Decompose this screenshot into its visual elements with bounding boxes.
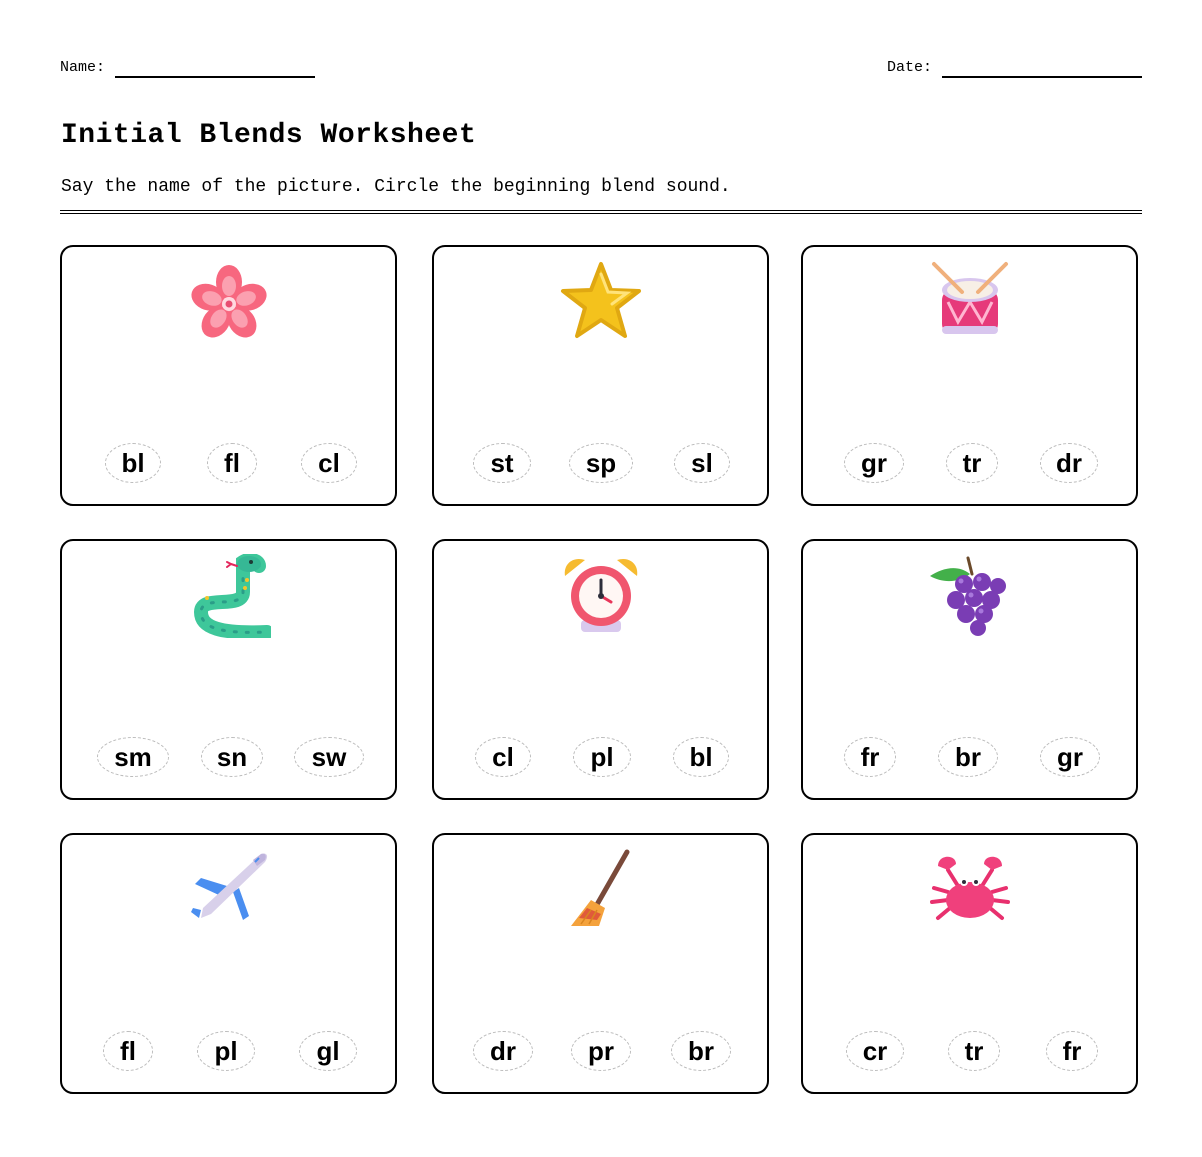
date-field[interactable] [887, 58, 1142, 78]
blend-option[interactable]: pl [573, 737, 631, 777]
blend-option[interactable]: bl [105, 443, 161, 483]
card-1 [60, 245, 397, 506]
blend-option[interactable]: cr [846, 1031, 904, 1071]
blend-option[interactable]: cl [301, 443, 357, 483]
blend-option[interactable]: dr [473, 1031, 533, 1071]
blend-option[interactable]: st [473, 443, 531, 483]
worksheet-title: Initial Blends Worksheet [61, 120, 477, 151]
blend-options [62, 443, 395, 489]
card-9 [801, 833, 1138, 1094]
blend-option[interactable]: sm [97, 737, 169, 777]
blend-option[interactable]: sp [569, 443, 633, 483]
blend-option[interactable]: cl [475, 737, 531, 777]
star-icon [559, 260, 643, 344]
blend-option[interactable]: gr [1040, 737, 1100, 777]
blend-options [62, 737, 395, 783]
blend-option[interactable]: sl [674, 443, 730, 483]
double-rule-divider [60, 210, 1142, 214]
blend-option[interactable]: br [671, 1031, 731, 1071]
name-line[interactable] [115, 62, 315, 78]
card-5 [432, 539, 769, 800]
drum-icon [928, 260, 1012, 344]
header-row [60, 58, 1142, 78]
blend-option[interactable]: br [938, 737, 998, 777]
card-3 [801, 245, 1138, 506]
card-4 [60, 539, 397, 800]
name-label: Name: [60, 59, 106, 76]
date-label: Date: [886, 59, 932, 76]
blend-option[interactable]: tr [946, 443, 998, 483]
blend-option[interactable]: fl [103, 1031, 153, 1071]
blend-options [62, 1031, 395, 1077]
blend-options [803, 1031, 1136, 1077]
instructions: Say the name of the picture. Circle the beginning blend sound. [61, 177, 731, 197]
blend-option[interactable]: gr [844, 443, 904, 483]
blend-option[interactable]: fr [1046, 1031, 1098, 1071]
airplane-icon [187, 848, 271, 932]
blend-option[interactable]: dr [1040, 443, 1098, 483]
blend-options [434, 737, 767, 783]
date-line[interactable] [942, 62, 1142, 78]
blend-option[interactable]: sw [294, 737, 364, 777]
card-6 [801, 539, 1138, 800]
blend-option[interactable]: gl [299, 1031, 357, 1071]
card-7 [60, 833, 397, 1094]
name-field[interactable] [60, 58, 315, 78]
blend-option[interactable]: sn [201, 737, 263, 777]
blend-option[interactable]: tr [948, 1031, 1000, 1071]
crab-icon [928, 848, 1012, 932]
blend-option[interactable]: pl [197, 1031, 255, 1071]
card-2 [432, 245, 769, 506]
grapes-icon [928, 554, 1012, 638]
alarm-clock-icon [559, 554, 643, 638]
blend-options [803, 737, 1136, 783]
blend-option[interactable]: bl [673, 737, 729, 777]
snake-icon [187, 554, 271, 638]
blend-option[interactable]: fl [207, 443, 257, 483]
blend-options [803, 443, 1136, 489]
broom-icon [559, 848, 643, 932]
cherry-blossom-icon [187, 260, 271, 344]
card-8 [432, 833, 769, 1094]
blend-options [434, 1031, 767, 1077]
blend-option[interactable]: fr [844, 737, 896, 777]
blend-option[interactable]: pr [571, 1031, 631, 1071]
blend-options [434, 443, 767, 489]
